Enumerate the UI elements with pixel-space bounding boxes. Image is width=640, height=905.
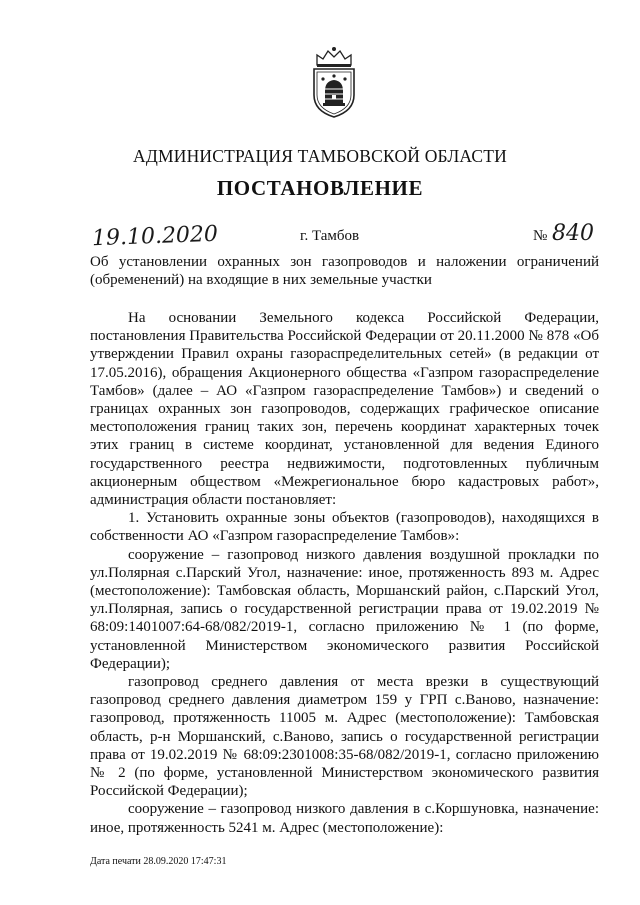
- handwritten-date: 19.10.2020: [91, 221, 219, 252]
- print-date: Дата печати 28.09.2020 17:47:31: [90, 856, 227, 867]
- document-body: [90, 309, 599, 837]
- body-paragraph: сооружение – газопровод низкого давления воздушной прокладки по ул.Полярная с.Парский Угол, назначение: иное, протяженность 893 м. Адрес (местоположение): Тамбовская область, Моршанский район, с.Парский Угол, ул.Полярная, запись о государственной регистрации права от 19.02.2019 № 68:09:1401007:64-68/082/2019-1, согласно приложению № 1 (по форме, установленной Министерством экономического развития Российской Федерации);: [90, 546, 599, 672]
- body-paragraph: На основании Земельного кодекса Российской Федерации, постановления Правительства Российской Федерации от 20.11.2000 № 878 «Об утверждении Правил охраны газораспределительных сетей» (в редакции от 17.05.2016), обращения Акционерного общества «Газпром газораспределение Тамбов» (далее – АО «Газпром газораспределение Тамбов») и сведений о границах охранных зон газопроводов, содержащих графическое описание местоположения границ таких зон, перечень координат характерных точек этих границ в системе координат, установленной для ведения Единого государственного реестра недвижимости, подготовленных публичным акционерным обществом «Межрегиональное бюро кадастровых работ», администрация области постановляет:: [90, 310, 599, 509]
- number-label: №: [533, 228, 548, 244]
- handwritten-number: 840: [552, 221, 594, 246]
- tambov-coat-of-arms-icon: [303, 45, 365, 121]
- city: г. Тамбов: [300, 228, 360, 244]
- document-subject: Об установлении охранных зон газопроводов и наложении ограничений (обременений) на входящие в них земельные участки: [90, 254, 599, 288]
- body-paragraph: 1. Установить охранные зоны объектов (газопроводов), находящихся в собственности АО «Газпром газораспределение Тамбов»:: [90, 510, 599, 545]
- document-type: ПОСТАНОВЛЕНИЕ: [216, 176, 424, 200]
- organization-title: АДМИНИСТРАЦИЯ ТАМБОВСКОЙ ОБЛАСТИ: [133, 146, 507, 166]
- body-paragraph: газопровод среднего давления от места врезки в существующий газопровод среднего давления диаметром 159 у ГРП с.Ваново, назначение: газопровод, протяженность 11005 м. Адрес (местоположение): Тамбовская область, р-н Моршанский, с.Ваново, запись о государственной регистрации права от 19.02.2019 № 68:09:2301008:35-68/082/2019-1, согласно приложению № 2 (по форме, установленной Министерством экономического развития Российской Федерации);: [90, 674, 599, 800]
- body-paragraph: сооружение – газопровод низкого давления в с.Коршуновка, назначение: иное, протяженность 5241 м. Адрес (местоположение):: [90, 801, 599, 836]
